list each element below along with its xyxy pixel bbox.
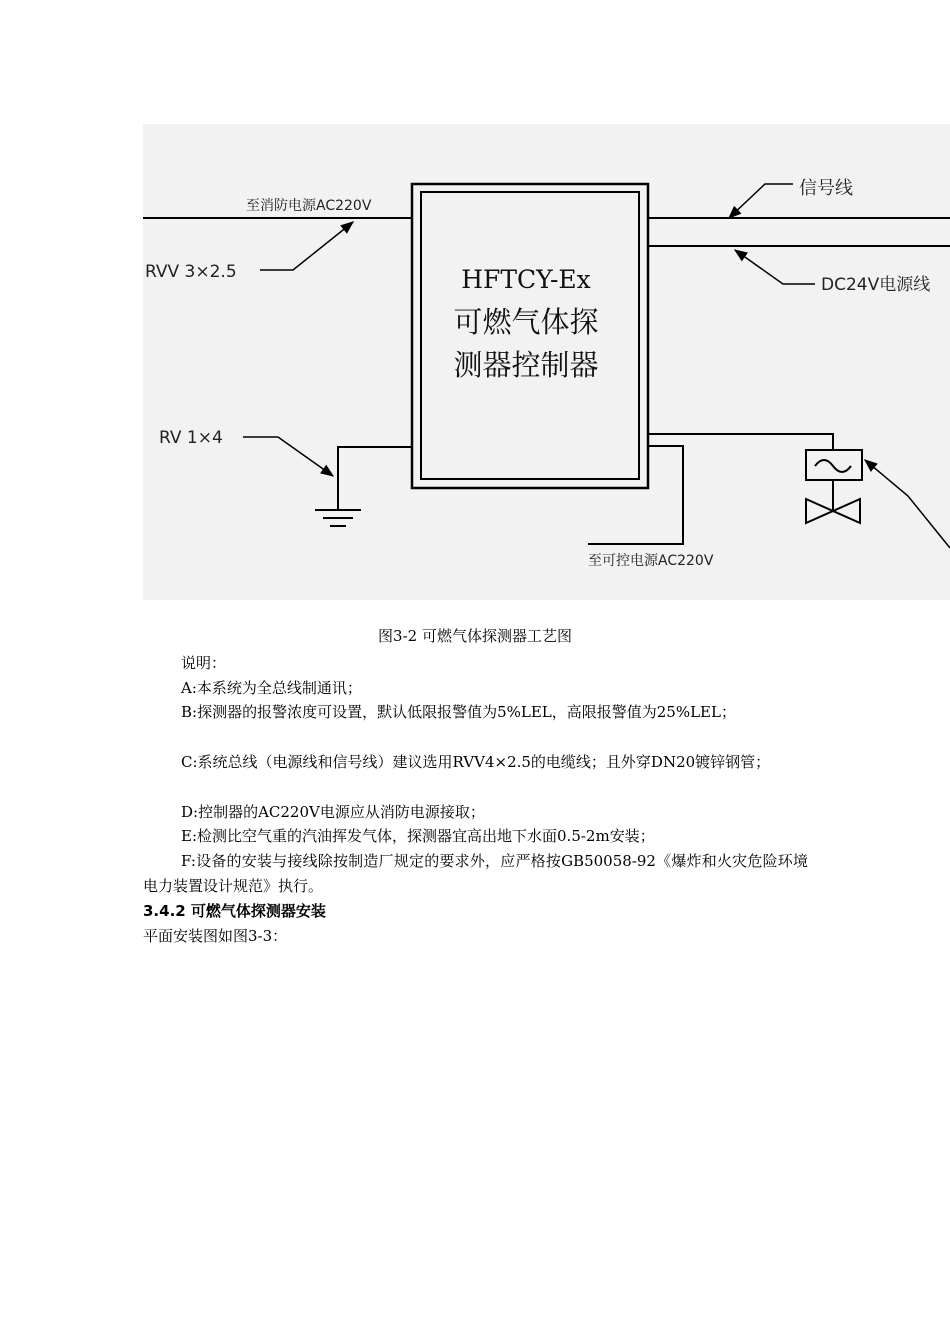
controller-model: HFTCY-Ex [461, 265, 591, 294]
figure-caption: 图3-2 可燃气体探测器工艺图 [378, 627, 572, 645]
note-b: B:探测器的报警浓度可设置，默认低限报警值为5%LEL，高限报警值为25%LEL； [181, 703, 736, 721]
controller-name-line2: 测器控制器 [453, 348, 599, 382]
fire-power-label: 至消防电源AC220V [246, 198, 372, 214]
note-f: F:设备的安装与接线除按制造厂规定的要求外，应严格按GB50058-92《爆炸和火灾危险环境电力装置设计规范》执行。 [143, 852, 808, 895]
controlled-power-label: 至可控电源AC220V [588, 553, 714, 569]
section-text: 平面安装图如图3-3： [143, 927, 288, 945]
controller-name-line1: 可燃气体探 [453, 305, 599, 339]
rv-label: RV 1×4 [159, 428, 223, 448]
controller-wiring-diagram [143, 124, 950, 600]
dc24v-label: DC24V电源线 [821, 275, 931, 295]
note-a: A:本系统为全总线制通讯； [181, 679, 362, 697]
section-heading: 3.4.2 可燃气体探测器安装 [143, 902, 326, 920]
signal-label: 信号线 [799, 178, 853, 199]
rvv-label: RVV 3×2.5 [145, 262, 237, 282]
notes-title: 说明： [181, 654, 227, 672]
note-c: C:系统总线（电源线和信号线）建议选用RVV4×2.5的电缆线；且外穿DN20镀锌钢管； [181, 753, 771, 771]
note-d: D:控制器的AC220V电源应从消防电源接取； [181, 803, 485, 821]
note-e: E:检测比空气重的汽油挥发气体，探测器宜高出地下水面0.5-2m安装； [181, 827, 655, 845]
